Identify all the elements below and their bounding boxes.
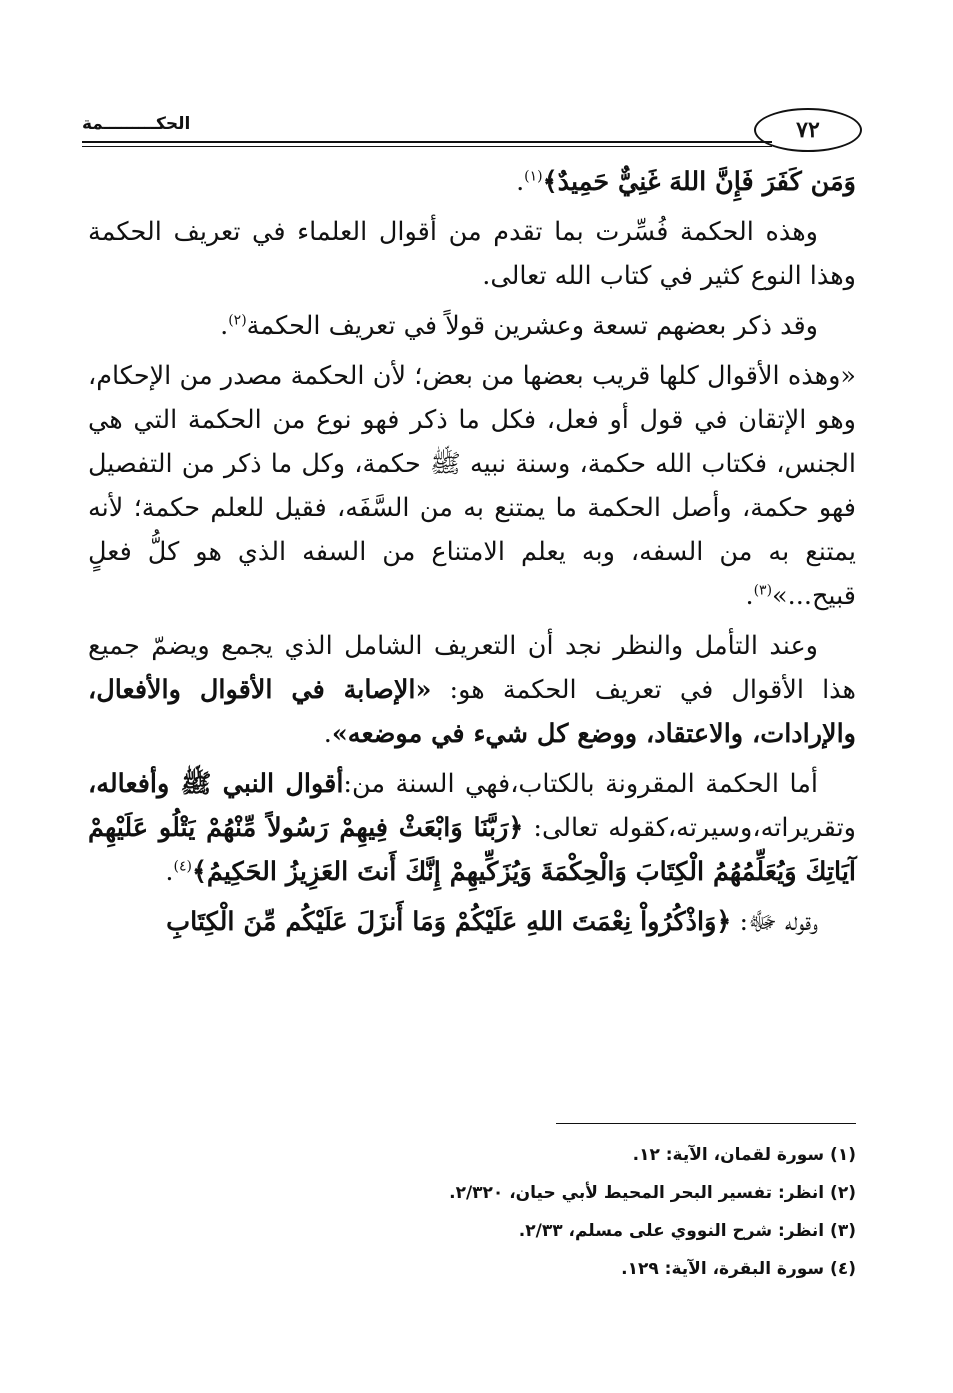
paragraph-tail: . [220, 311, 229, 341]
paragraph-tail: . [323, 719, 332, 749]
footnote-separator [556, 1123, 856, 1124]
paragraph-6 [88, 762, 856, 894]
paragraph-7 [88, 900, 856, 944]
paragraph-1 [88, 160, 856, 204]
footnote-ref: (٢) [228, 312, 247, 329]
main-text [88, 160, 856, 950]
paragraph-2: وهذه الحكمة فُسِّرت بما تقدم من أقوال العلماء في تعريف الحكمة وهذا النوع كثير في كتاب الله تعالى. [88, 217, 856, 291]
footnote-1: (١) سورة لقمان، الآية: ١٢. [632, 1145, 856, 1165]
paragraph-text: وقد ذكر بعضهم تسعة وعشرين قولاً في تعريف الحكمة [246, 311, 818, 341]
paragraph-tail: . [165, 857, 174, 887]
paragraph-text: أما الحكمة المقرونة بالكتاب،فهي السنة من: [343, 769, 818, 799]
header-rule [82, 141, 772, 143]
paragraph-text: وقوله ﷻ: [731, 907, 818, 937]
footnote-4: (٤) سورة البقرة، الآية: ١٢٩. [621, 1259, 856, 1279]
page-title: الحكـــــــــمة [82, 114, 191, 134]
footnote-3: (٣) انظر: شرح النووي على مسلم، ٢/٣٣. [518, 1221, 856, 1241]
definition-bold: «الإصابة في الأقوال والأفعال، والإرادات، والاعتقاد، ووضع كل شيء في موضعه» [88, 675, 856, 749]
page-header [82, 108, 862, 156]
footnote-2: (٢) انظر: تفسير البحر المحيط لأبي حيان، ٢/٣٢٠. [449, 1183, 856, 1203]
footnote-ref: (٣) [753, 582, 773, 599]
paragraph-tail: . [745, 581, 754, 611]
paragraph-4 [88, 354, 856, 618]
quotation-text: «وهذه الأقوال كلها قريب بعضها من بعض؛ لأن الحكمة مصدر من الإحكام، وهو الإتقان في قول أو فعل، فكل ما ذكر فهو نوع من الحكمة التي هي الجنس، فكتاب الله حكمة، وسنة نبيه ﷺ حكمة، وكل ما ذكر من التفصيل فهو حكمة، وأصل الحكمة ما يمتنع به من السَّفَه، فقيل للعلم حكمة؛ لأنه يمتنع به من السفه، وبه يعلم الامتناع من السفه الذي هو كلُّ فعلٍ قبيح...» [88, 361, 856, 611]
quran-verse: ﴿وَاذْكُرُواْ نِعْمَتَ اللهِ عَلَيْكُمْ وَمَا أَنزَلَ عَلَيْكُم مِّنَ الْكِتَابِ [166, 907, 732, 937]
paragraph-text-2: وتقريراته،وسيرته،كقوله تعالى: [523, 813, 856, 843]
quran-verse: وَمَن كَفَرَ فَإِنَّ اللهَ غَنِيٌّ حَمِيدٌ﴾ [542, 167, 856, 197]
paragraph-3 [88, 304, 856, 348]
paragraph-tail: . [516, 167, 525, 197]
quran-verse: ﴿رَبَّنَا وَابْعَثْ فِيهِمْ رَسُولاً مِّنْهُمْ يَتْلُو عَلَيْهِمْ آيَاتِكَ وَيُعَلِّمُهُمُ الْكِتَابَ وَالْحِكْمَةَ وَيُزَكِّيهِمْ إِنَّكَ أَنتَ العَزِيزُ الحَكِيمُ﴾ [88, 813, 856, 887]
header-rule-thin [82, 146, 772, 147]
footnotes [156, 1136, 856, 1288]
page-number [754, 108, 862, 152]
sunnah-bold: أقوال النبي ﷺ وأفعاله، [88, 769, 344, 799]
footnote-ref: (٤) [173, 858, 192, 875]
footnote-ref: (١) [524, 168, 543, 185]
page-number-text: ٧٢ [796, 117, 820, 143]
paragraph-5 [88, 624, 856, 756]
paragraph-text: وعند التأمل والنظر نجد أن التعريف الشامل الذي يجمع ويضمّ جميع هذا الأقوال في تعريف الحكمة هو: [88, 631, 856, 705]
